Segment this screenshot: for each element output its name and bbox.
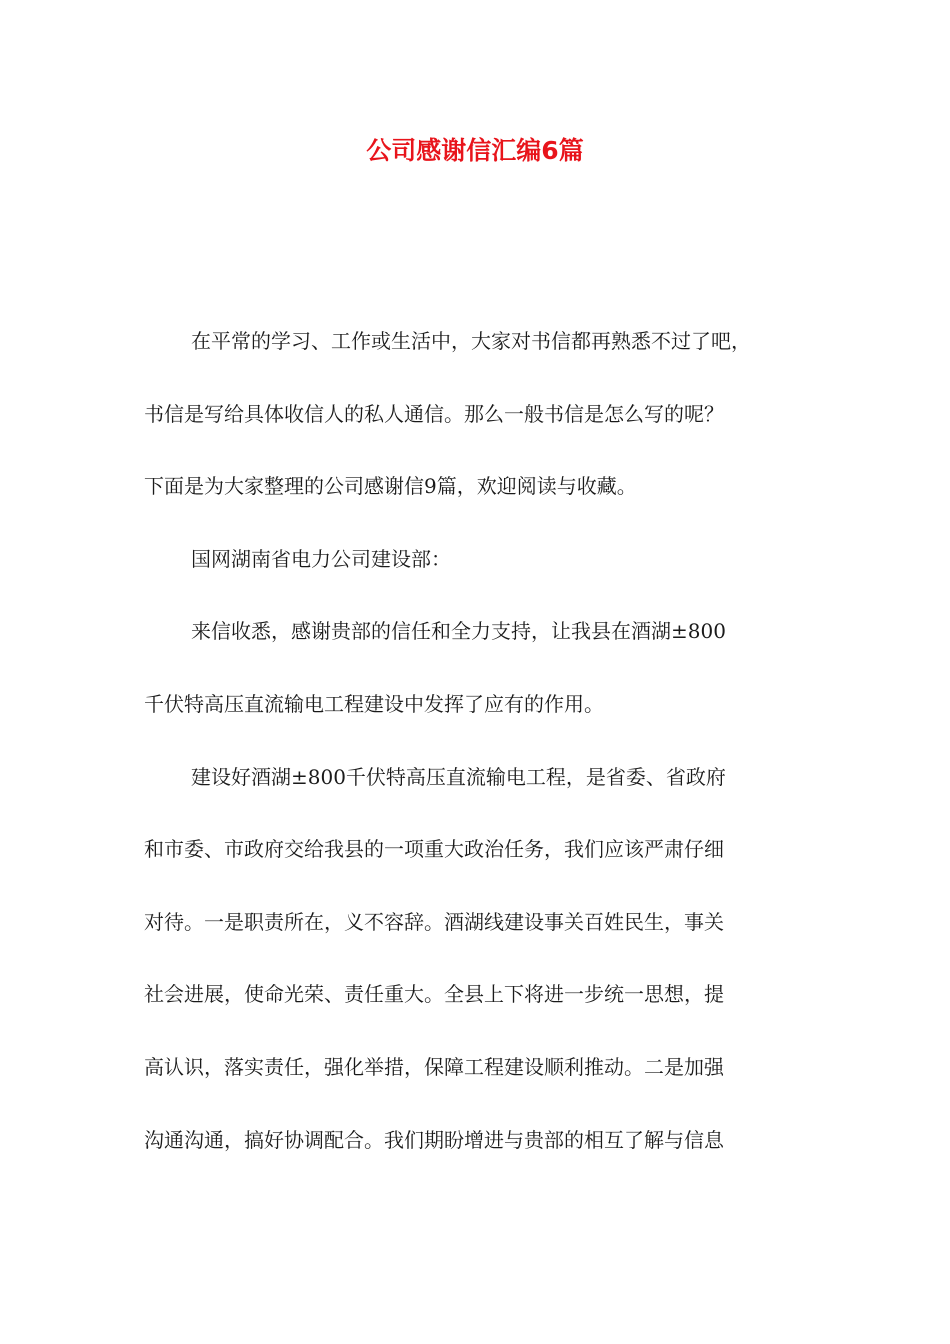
text-line: 对待。一是职责所在，义不容辞。酒湖线建设事关百姓民生，事关 — [144, 909, 724, 934]
text-line: 沟通沟通，搞好协调配合。我们期盼增进与贵部的相互了解与信息 — [144, 1127, 724, 1152]
text-line: 和市委、市政府交给我县的一项重大政治任务，我们应该严肃仔细 — [144, 837, 724, 862]
text-line: 下面是为大家整理的公司感谢信9篇，欢迎阅读与收藏。 — [144, 474, 637, 499]
text-line: 书信是写给具体收信人的私人通信。那么一般书信是怎么写的呢？ — [144, 401, 724, 426]
text-line: 高认识，落实责任，强化举措，保障工程建设顺利推动。二是加强 — [144, 1054, 724, 1079]
text-line: 社会进展，使命光荣、责任重大。全县上下将进一步统一思想，提 — [144, 982, 724, 1007]
text-line: 国网湖南省电力公司建设部： — [191, 546, 451, 571]
text-line: 在平常的学习、工作或生活中，大家对书信都再熟悉不过了吧， — [191, 329, 751, 353]
document-body — [144, 316, 808, 1187]
text-line: 建设好酒湖±800千伏特高压直流输电工程，是省委、省政府 — [191, 764, 726, 789]
text-line: 千伏特高压直流输电工程建设中发挥了应有的作用。 — [144, 691, 604, 716]
document-title: 公司感谢信汇编6篇 — [366, 136, 584, 165]
text-line: 来信收悉，感谢贵部的信任和全力支持，让我县在酒湖±800 — [191, 619, 726, 644]
